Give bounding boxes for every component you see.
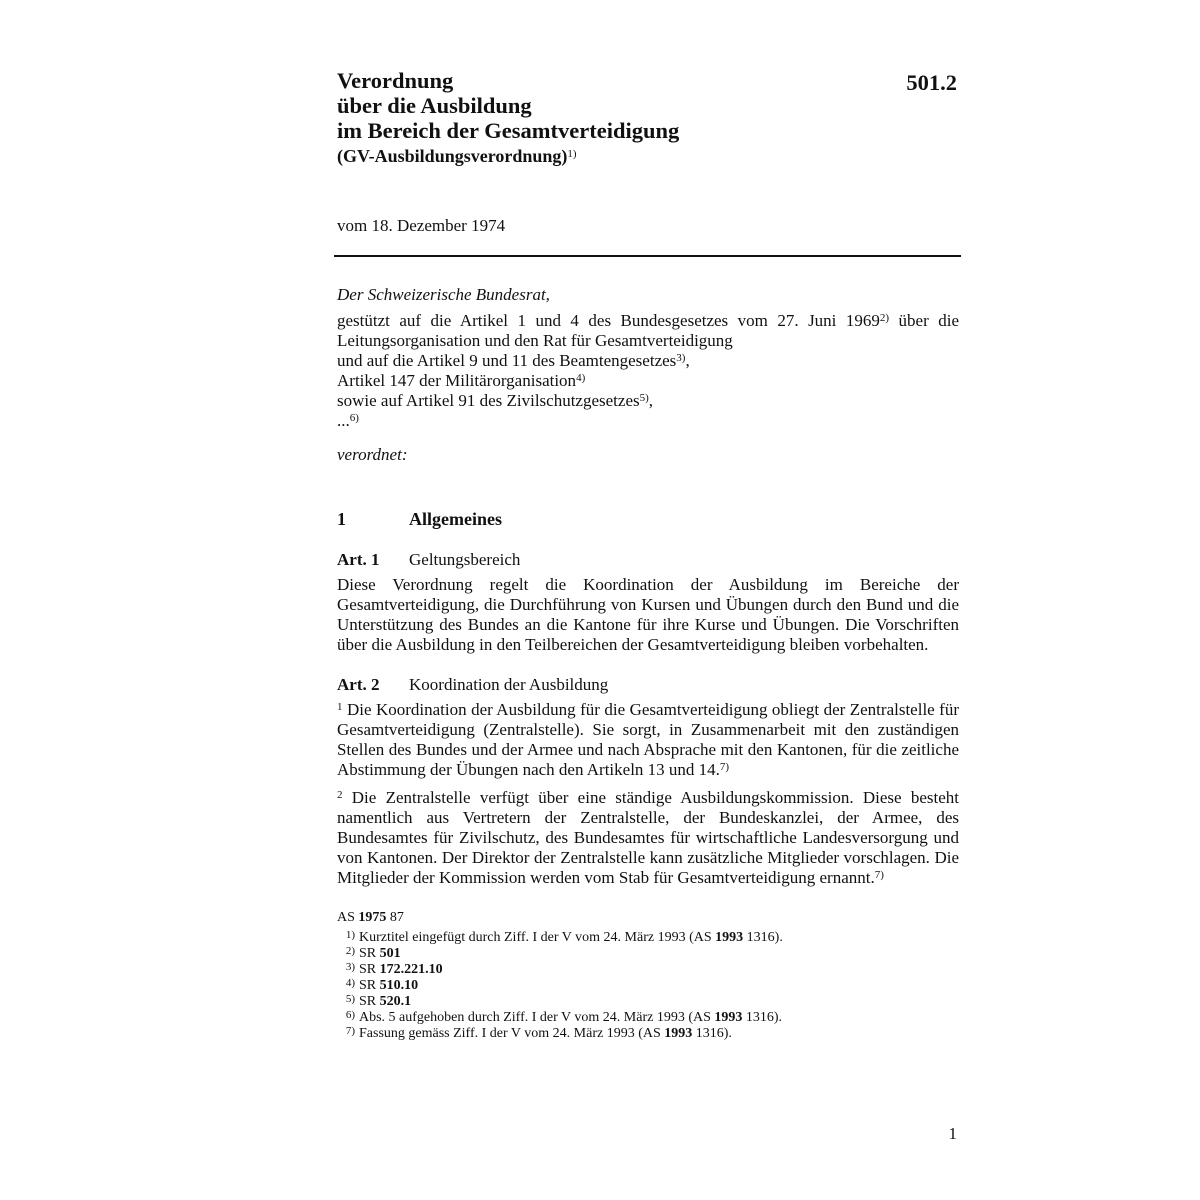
article-number: Art. 1 xyxy=(337,550,380,569)
footnote-item: 6) Abs. 5 aufgehoben durch Ziff. I der V vom 24. März 1993 (AS 1993 1316). xyxy=(345,1009,783,1025)
footnote-ref[interactable]: 2) xyxy=(879,312,890,324)
preamble-line-1: gestützt auf die Artikel 1 und 4 des Bundesgesetzes vom 27. Juni 1969$^{2)}$ über die xyxy=(337,311,959,330)
footnote-item: 3) SR 172.221.10 xyxy=(345,961,443,977)
article-paragraph-1: $^1$ Die Koordination der Ausbildung für die Gesamtverteidigung obliegt der Zentralstelle für Gesamtverteidigung (Zentralstelle). Sie sorgt, in Zusammenarbeit mit den zuständigen Stellen des Bundes und der Armee und nach Absprache mit den Kantonen, für die zeitliche Abstimmung der Übungen nach den Artikeln 13 und 14.$^{7)}$ xyxy=(337,700,959,779)
title-block xyxy=(337,68,959,168)
footnote-ref[interactable]: 5) xyxy=(639,392,649,404)
footnote-ref[interactable]: 4) xyxy=(576,372,586,384)
preamble-line-2: Leitungsorganisation und den Rat für Gesamtverteidigung xyxy=(337,331,733,350)
footnote-ref[interactable]: 7) xyxy=(874,869,884,881)
preamble xyxy=(337,285,959,465)
footnote-item: 4) SR 510.10 xyxy=(345,977,419,993)
chapter-title: Allgemeines xyxy=(409,509,502,529)
decree-date: vom 18. Dezember 1974 xyxy=(337,216,506,235)
title-line-2: über die Ausbildung xyxy=(337,93,532,118)
footnote-ref[interactable]: 6) xyxy=(349,412,359,424)
article-heading xyxy=(337,675,959,695)
footnote-ref[interactable]: 7) xyxy=(719,761,730,773)
footnote-item: 7) Fassung gemäss Ziff. I der V vom 24. März 1993 (AS 1993 1316). xyxy=(345,1025,732,1041)
issuing-authority: Der Schweizerische Bundesrat, xyxy=(337,285,550,304)
title-line-3: im Bereich der Gesamtverteidigung xyxy=(337,118,680,143)
title-abbreviation: (GV-Ausbildungsverordnung)$^{1)}$ xyxy=(337,146,577,166)
article-number: Art. 2 xyxy=(337,675,380,694)
title-divider xyxy=(334,255,961,257)
preamble-line-5: sowie auf Artikel 91 des Zivilschutzgesetzes$^{5)}$, xyxy=(337,391,654,410)
article-2 xyxy=(337,675,959,888)
preamble-line-4: Artikel 147 der Militärorganisation$^{4)}$ xyxy=(337,371,586,390)
chapter-number: 1 xyxy=(337,509,346,529)
article-paragraph-2: $^2$ Die Zentralstelle verfügt über eine ständige Ausbildungskommission. Diese besteht namentlich aus Vertretern der Zentralstelle, der Bundeskanzlei, der Armee, des Bundesamtes für Zivilschutz, des Bundesamtes für wirtschaftliche Landesversorgung und von Kantonen. Der Direktor der Zentralstelle kann zusätzliche Mitglieder vorschlagen. Die Mitglieder der Kommission werden vom Stab für Gesamtverteidigung ernannt.$^{7)}$ xyxy=(337,788,959,887)
paragraph-number: 2 xyxy=(337,789,343,801)
article-1 xyxy=(337,550,959,655)
page-number: 1 xyxy=(948,1124,957,1143)
footnote-item: 1) Kurztitel eingefügt durch Ziff. I der V vom 24. März 1993 (AS 1993 1316). xyxy=(345,929,783,945)
preamble-line-3: und auf die Artikel 9 und 11 des Beamtengesetzes$^{3)}$, xyxy=(337,351,690,370)
document-page xyxy=(337,68,959,1042)
article-heading xyxy=(337,550,959,570)
footnotes xyxy=(337,910,959,1042)
sr-number: 501.2 xyxy=(906,70,957,95)
title-line-1: Verordnung xyxy=(337,68,454,93)
paragraph-number: 1 xyxy=(337,701,343,713)
footnote-ref[interactable]: 3) xyxy=(676,352,686,364)
article-title: Geltungsbereich xyxy=(409,550,521,569)
footnote-item: 2) SR 501 xyxy=(345,945,401,961)
as-reference: AS 1975 87 xyxy=(337,910,404,925)
chapter-heading xyxy=(337,509,959,530)
footnote-item: 5) SR 520.1 xyxy=(345,993,412,1009)
verordnet: verordnet: xyxy=(337,445,408,464)
article-title: Koordination der Ausbildung xyxy=(409,675,609,694)
preamble-line-6: ...$^{6)}$ xyxy=(337,411,359,430)
footnote-ref[interactable]: 1) xyxy=(567,148,577,160)
article-paragraph: Diese Verordnung regelt die Koordination der Ausbildung im Bereiche der Gesamtverteidigung, die Durchführung von Kursen und Übungen durch den Bund und die Unterstützung des Bundes an die Kantone für ihre Kurse und Übungen. Die Vorschriften über die Ausbildung in den Teilbereichen der Gesamtverteidigung bleiben vorbehalten. xyxy=(337,575,959,654)
